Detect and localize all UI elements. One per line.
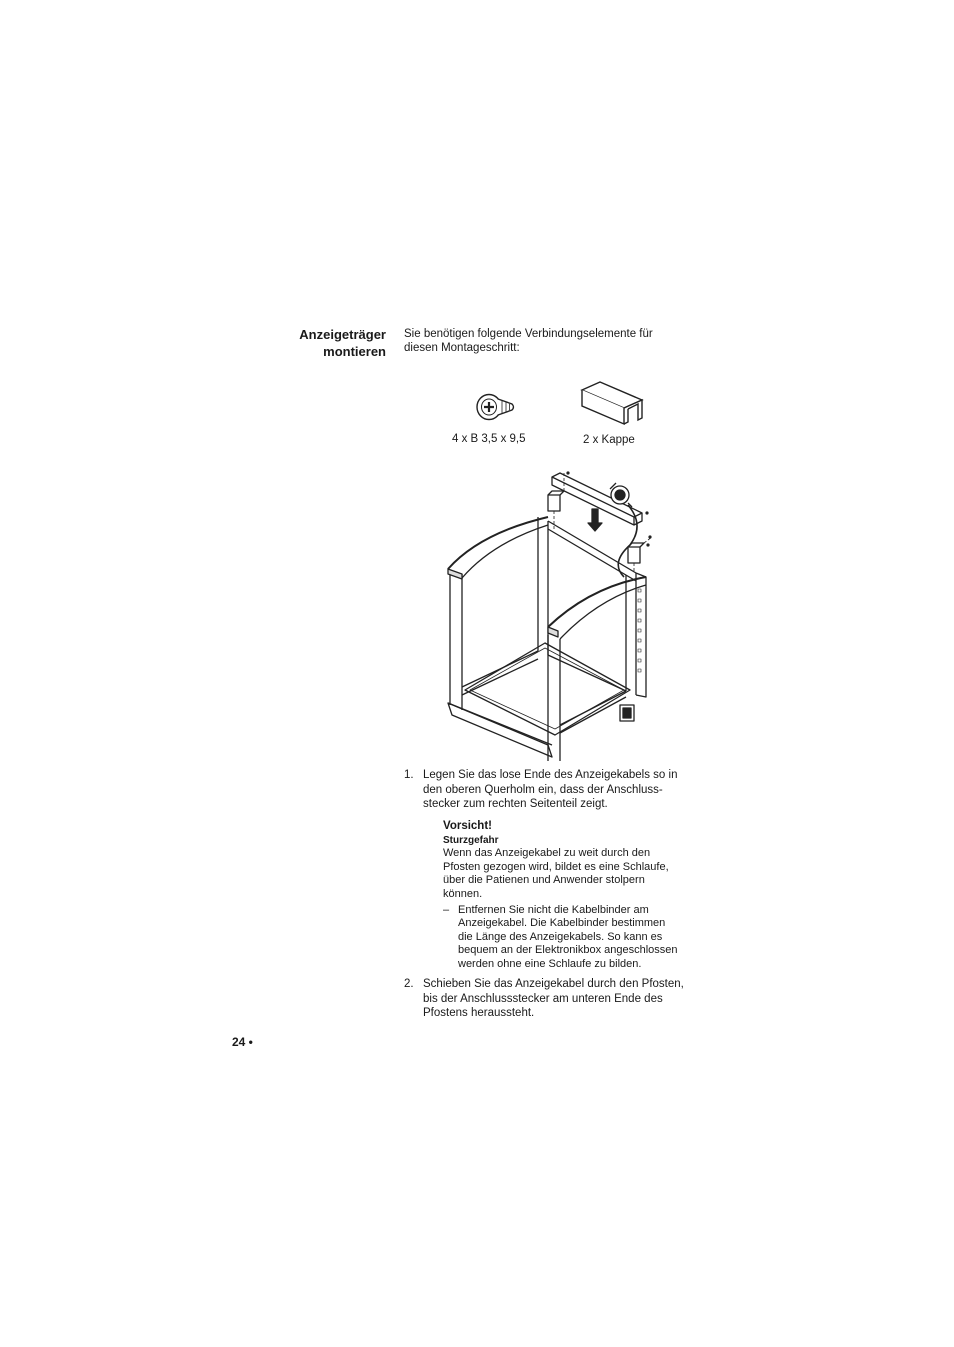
step-2-line-1: Schieben Sie das Anzeigekabel durch den Pfosten,	[423, 978, 684, 990]
step-2-line-2: bis der Anschlussstecker am unteren Ende des	[423, 992, 663, 1005]
warning-line-1: Wenn das Anzeigekabel zu weit durch den	[443, 847, 651, 860]
step-2-number: 2.	[404, 978, 414, 990]
step-1-text	[423, 768, 708, 812]
warning-action-line-1: Entfernen Sie nicht die Kabelbinder am	[458, 903, 649, 916]
warning-block	[443, 820, 703, 972]
step-1-line-1: Legen Sie das lose Ende des Anzeigekabels so in	[423, 769, 678, 781]
intro-text	[404, 327, 704, 355]
cap-illustration	[580, 380, 646, 424]
intro-line-2: diesen Montageschritt:	[404, 342, 520, 354]
warning-action-line-4: bequem an der Elektronikbox angeschlossen	[458, 944, 678, 957]
warning-subtitle: Sturzgefahr	[443, 834, 499, 846]
step-1-line-2: den oberen Querholm ein, dass der Anschluss-	[423, 783, 663, 796]
warning-dash: –	[443, 903, 450, 916]
heading-line-1: Anzeigeträger	[299, 327, 386, 342]
cap-caption: 2 x Kappe	[583, 434, 635, 446]
step-2-text	[423, 977, 708, 1021]
step-1-number: 1.	[404, 769, 414, 781]
warning-action-line-3: die Länge des Anzeigekabels. So kann es	[458, 930, 663, 943]
screw-illustration	[472, 390, 516, 424]
warning-action	[443, 904, 703, 972]
intro-line-1: Sie benötigen folgende Verbindungselemente für	[404, 328, 653, 340]
warning-line-3: über die Patienen und Anwender stolpern	[443, 874, 645, 887]
section-heading	[230, 326, 386, 360]
step-1	[404, 768, 704, 813]
step-2	[404, 977, 704, 1022]
warning-line-4: können.	[443, 887, 483, 900]
screw-caption: 4 x B 3,5 x 9,5	[452, 433, 526, 445]
page-number: 24 •	[232, 1035, 253, 1049]
warning-action-line-2: Anzeigekabel. Die Kabelbinder bestimmen	[458, 917, 666, 930]
warning-action-line-5: werden ohne eine Schlaufe zu bilden.	[458, 957, 642, 970]
heading-line-2: montieren	[323, 344, 386, 359]
warning-line-2: Pfosten gezogen wird, bildet es eine Schlaufe,	[443, 860, 669, 873]
warning-title: Vorsicht!	[443, 820, 492, 832]
step-1-line-3: stecker zum rechten Seitenteil zeigt.	[423, 798, 608, 811]
assembly-drawing	[440, 465, 660, 765]
step-2-line-3: Pfostens heraussteht.	[423, 1007, 535, 1020]
